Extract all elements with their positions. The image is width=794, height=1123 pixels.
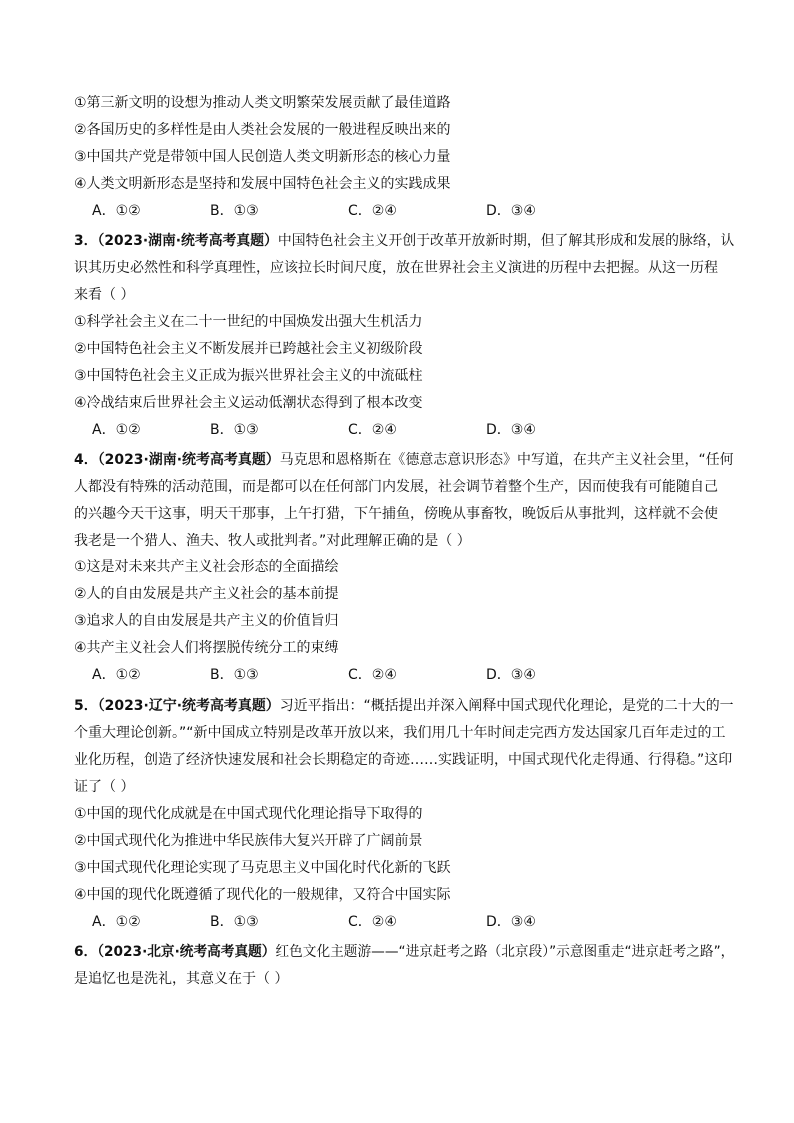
statement-4: ④冷战结束后世界社会主义运动低潮状态得到了根本改变: [74, 395, 423, 411]
option-d: D．③④: [486, 667, 536, 683]
statement-4: ④共产主义社会人们将摆脱传统分工的束缚: [74, 640, 339, 656]
stem-line: 人都没有特殊的活动范围，而是都可以在任何部门内发展，社会调节着整个生产，因而使我有可能随自己: [74, 479, 718, 495]
statement-1: ①第三新文明的设想为推动人类文明繁荣发展贡献了最佳道路: [74, 95, 451, 111]
statement-2: ②中国特色社会主义不断发展并已跨越社会主义初级阶段: [74, 341, 423, 357]
question-number: 3．: [74, 233, 98, 249]
stem-line: 是追忆也是洗礼，其意义在于（ ）: [74, 971, 289, 987]
option-d: D．③④: [486, 914, 536, 930]
question-source: （2023·辽宁·统考高考真题）: [97, 698, 280, 714]
statement-1: ①中国的现代化成就是在中国式现代化理论指导下取得的: [74, 806, 423, 822]
stem-line: 识其历史必然性和科学真理性，应该拉长时间尺度，放在世界社会主义演进的历程中去把握。从这一历程: [74, 260, 718, 276]
stem-text: 习近平指出：“概括提出并深入阐释中国式现代化理论，是党的二十大的一: [279, 698, 734, 714]
question-number: 4．: [74, 452, 98, 468]
question-5-stem: [74, 696, 732, 716]
statement-2: ②中国式现代化为推进中华民族伟大复兴开辟了广阔前景: [74, 833, 423, 849]
option-d: D．③④: [486, 422, 536, 438]
question-3-stem: [74, 231, 735, 251]
stem-line: 的兴趣今天干这事，明天干那事，上午打猎，下午捕鱼，傍晚从事畜牧，晚饭后从事批判，这样就不会使: [74, 506, 718, 522]
statement-3: ③中国特色社会主义正成为振兴世界社会主义的中流砥柱: [74, 368, 423, 384]
option-c: C．②④: [348, 203, 397, 219]
question-number: 6．: [74, 944, 98, 960]
statement-4: ④人类文明新形态是坚持和发展中国特色社会主义的实践成果: [74, 176, 451, 192]
stem-text: 马克思和恩格斯在《德意志意识形态》中写道，在共产主义社会里，“任何: [279, 452, 734, 468]
statement-2: ②各国历史的多样性是由人类社会发展的一般进程反映出来的: [74, 122, 451, 138]
option-b: B．①③: [210, 203, 259, 219]
option-c: C．②④: [348, 667, 397, 683]
stem-line: 业化历程，创造了经济快速发展和社会长期稳定的奇迹……实践证明，中国式现代化走得通、行得稳。”这印: [74, 752, 733, 768]
statement-3: ③追求人的自由发展是共产主义的价值旨归: [74, 613, 339, 629]
option-a: A．①②: [92, 667, 141, 683]
option-a: A．①②: [92, 422, 141, 438]
question-6-stem: [74, 942, 735, 962]
statement-1: ①科学社会主义在二十一世纪的中国焕发出强大生机活力: [74, 314, 423, 330]
stem-text: 中国特色社会主义开创于改革开放新时期，但了解其形成和发展的脉络，认: [277, 233, 735, 249]
stem-line: 来看（ ）: [74, 287, 135, 303]
question-source: （2023·北京·统考高考真题）: [97, 944, 276, 960]
option-b: B．①③: [210, 667, 259, 683]
option-c: C．②④: [348, 422, 397, 438]
stem-line: 个重大理论创新。”“新中国成立特别是改革开放以来，我们用几十年时间走完西方发达国家几百年走过的工: [74, 725, 726, 741]
stem-line: 证了（ ）: [74, 779, 135, 795]
option-b: B．①③: [210, 422, 259, 438]
stem-text: 红色文化主题游——“进京赶考之路（北京段）”示意图重走“进京赶考之路”，: [275, 944, 735, 960]
option-a: A．①②: [92, 914, 141, 930]
option-d: D．③④: [486, 203, 536, 219]
question-number: 5．: [74, 698, 98, 714]
option-c: C．②④: [348, 914, 397, 930]
statement-3: ③中国式现代化理论实现了马克思主义中国化时代化新的飞跃: [74, 860, 451, 876]
statement-3: ③中国共产党是带领中国人民创造人类文明新形态的核心力量: [74, 149, 451, 165]
statement-4: ④中国的现代化既遵循了现代化的一般规律，又符合中国实际: [74, 887, 451, 903]
statement-1: ①这是对未来共产主义社会形态的全面描绘: [74, 559, 339, 575]
question-source: （2023·湖南·统考高考真题）: [97, 233, 278, 249]
stem-line: 我老是一个猎人、渔夫、牧人或批判者。”对此理解正确的是（ ）: [74, 533, 471, 549]
question-source: （2023·湖南·统考高考真题）: [97, 452, 280, 468]
option-a: A．①②: [92, 203, 141, 219]
statement-2: ②人的自由发展是共产主义社会的基本前提: [74, 586, 339, 602]
option-b: B．①③: [210, 914, 259, 930]
question-4-stem: [74, 450, 732, 470]
